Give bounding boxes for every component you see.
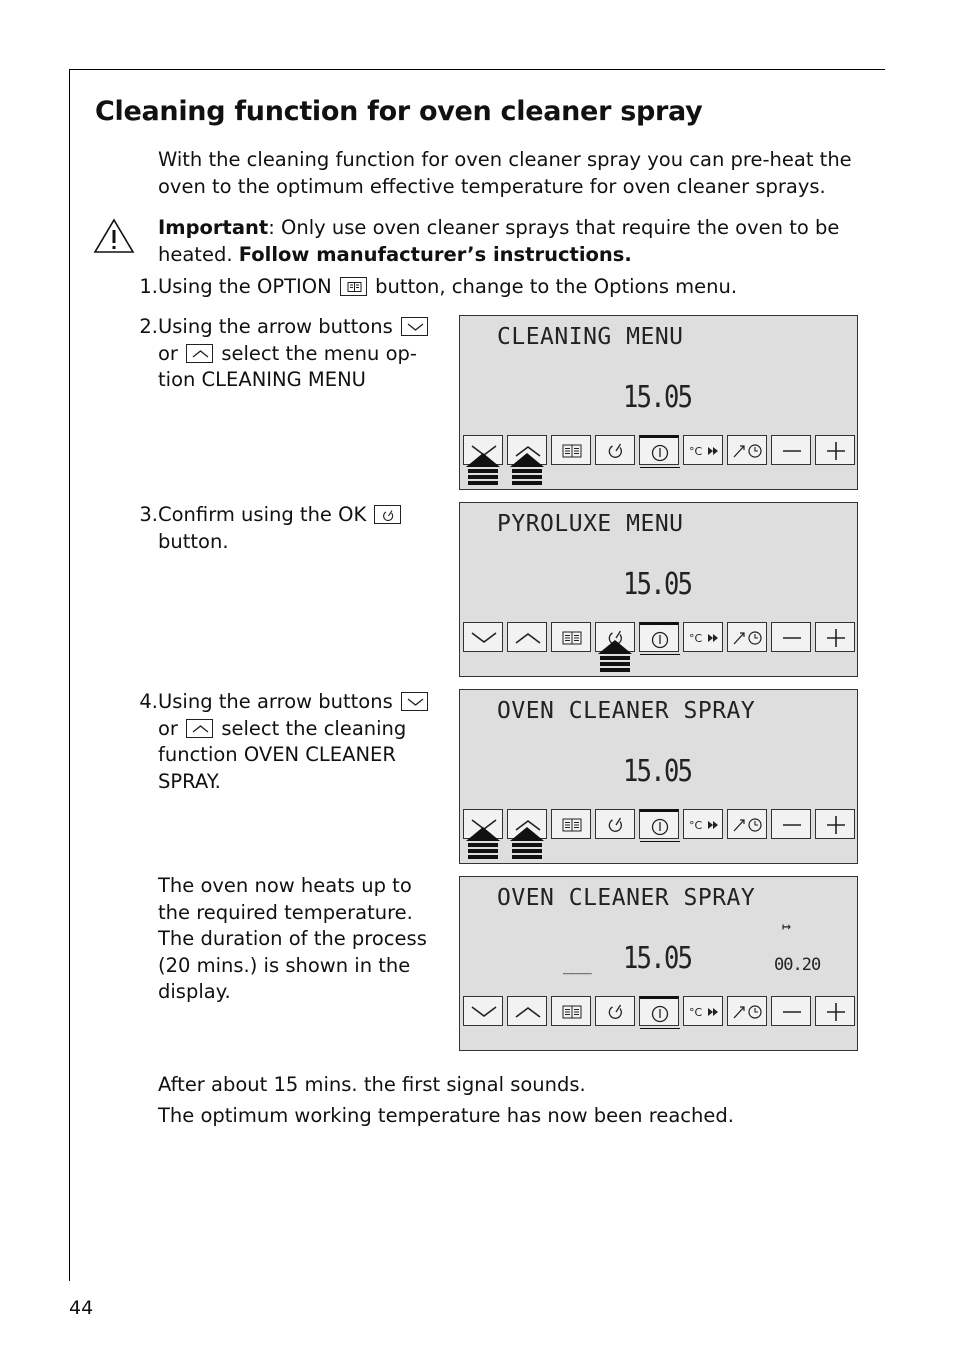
arrow-down-icon [464, 623, 504, 653]
step-text: or [158, 716, 185, 740]
arrow-down-key-icon [401, 692, 428, 711]
option-icon [552, 997, 592, 1027]
press-indicator-arrow-icon [466, 453, 500, 493]
arrow-down-button[interactable] [463, 622, 503, 652]
step-text: select the menu op-tion CLEANING MENU [158, 341, 417, 391]
clock-functions-button[interactable] [727, 435, 767, 465]
page-number: 44 [69, 1297, 94, 1319]
step-text: select the cleaning function OVEN CLEANER SPRAY. [158, 716, 407, 793]
control-button-row [463, 622, 857, 652]
duration-readout: 00.20 [774, 955, 821, 975]
top-rule [69, 69, 885, 70]
signal-note: After about 15 mins. the first signal sounds. [158, 1073, 586, 1096]
oven-display [459, 315, 858, 490]
step-text: Confirm using the OK [158, 503, 373, 526]
arrow-up-icon [508, 997, 548, 1027]
svg-text:°C: °C [689, 632, 703, 645]
option-button[interactable] [551, 435, 591, 465]
svg-text:°C: °C [689, 819, 703, 832]
minus-button[interactable] [771, 809, 811, 839]
minus-button[interactable] [771, 996, 811, 1026]
temperature-icon [684, 436, 724, 466]
important-note [158, 215, 868, 268]
arrow-down-button[interactable] [463, 996, 503, 1026]
ok-icon [596, 997, 636, 1027]
left-rule [69, 69, 70, 1281]
ok-button[interactable] [595, 809, 635, 839]
step-text: button. [158, 529, 229, 553]
oven-display [459, 876, 858, 1051]
step-number: 1. [139, 275, 158, 298]
option-button[interactable] [551, 996, 591, 1026]
heating-note: The oven now heats up to the required temperature. The duration of the process (20 mins.) is shown in the display. [158, 874, 427, 1003]
on-off-icon [640, 812, 680, 842]
temperature-button[interactable] [683, 435, 723, 465]
end-time-icon: ↦ [782, 917, 791, 935]
clock-functions-icon [728, 997, 768, 1027]
oven-display [459, 689, 858, 864]
display-time: 15.05 [623, 380, 692, 415]
oven-display [459, 502, 858, 677]
display-title: PYROLUXE MENU [497, 511, 684, 537]
display-time: 15.05 [623, 754, 692, 789]
control-button-row [463, 996, 857, 1026]
ok-button[interactable] [595, 435, 635, 465]
option-icon [552, 810, 592, 840]
plus-button[interactable] [815, 996, 855, 1026]
plus-button[interactable] [815, 809, 855, 839]
display-title: OVEN CLEANER SPRAY [497, 698, 756, 724]
plus-icon [816, 997, 856, 1027]
on-off-icon [640, 438, 680, 468]
clock-functions-button[interactable] [727, 622, 767, 652]
temperature-button[interactable] [683, 996, 723, 1026]
arrow-up-button[interactable] [507, 996, 547, 1026]
press-indicator-arrow-icon [466, 827, 500, 867]
plus-button[interactable] [815, 622, 855, 652]
on-off-button[interactable] [639, 809, 679, 839]
arrow-up-key-icon [186, 719, 213, 738]
step-text: Using the arrow buttons [158, 315, 399, 338]
display-title: CLEANING MENU [497, 324, 684, 350]
clock-functions-button[interactable] [727, 809, 767, 839]
minus-button[interactable] [771, 435, 811, 465]
ok-icon [596, 810, 636, 840]
important-label: Important [158, 216, 269, 239]
display-time: 15.05 [623, 941, 692, 976]
step-text: or [158, 341, 185, 365]
arrow-up-button[interactable] [507, 622, 547, 652]
clock-functions-button[interactable] [727, 996, 767, 1026]
display-title: OVEN CLEANER SPRAY [497, 885, 756, 911]
on-off-button[interactable] [639, 622, 679, 652]
temperature-icon [684, 623, 724, 653]
option-icon [552, 436, 592, 466]
press-indicator-arrow-icon [510, 827, 544, 867]
important-text: : Only use oven cleaner sprays that require the oven to be heated. [158, 216, 840, 266]
ok-button[interactable] [595, 996, 635, 1026]
minus-icon [772, 810, 812, 840]
heat-progress-bar: ___ [563, 955, 591, 975]
temperature-icon [684, 810, 724, 840]
minus-icon [772, 436, 812, 466]
option-button[interactable] [551, 622, 591, 652]
intro-text: With the cleaning function for oven cleaner spray you can pre-heat the oven to the optimum effective temperature for oven cleaner sprays. [158, 148, 852, 198]
temperature-button[interactable] [683, 622, 723, 652]
temperature-note: The optimum working temperature has now been reached. [158, 1104, 734, 1127]
on-off-icon [640, 625, 680, 655]
minus-button[interactable] [771, 622, 811, 652]
temperature-icon [684, 997, 724, 1027]
step-text: Using the arrow buttons [158, 690, 399, 713]
minus-icon [772, 623, 812, 653]
svg-text:°C: °C [689, 445, 703, 458]
ok-key-icon [374, 505, 401, 524]
display-time: 15.05 [623, 567, 692, 602]
on-off-button[interactable] [639, 996, 679, 1026]
ok-icon [596, 436, 636, 466]
step-text: Using the OPTION [158, 275, 338, 298]
minus-icon [772, 997, 812, 1027]
control-button-row [463, 435, 857, 465]
on-off-button[interactable] [639, 435, 679, 465]
step-number: 2. [139, 315, 158, 338]
arrow-down-icon [464, 997, 504, 1027]
plus-icon [816, 436, 856, 466]
page-title: Cleaning function for oven cleaner spray [95, 96, 703, 127]
clock-functions-icon [728, 623, 768, 653]
warning-icon [93, 218, 135, 254]
control-button-row [463, 809, 857, 839]
option-button[interactable] [551, 809, 591, 839]
step-number: 3. [139, 503, 158, 526]
press-indicator-arrow-icon [598, 640, 632, 680]
on-off-icon [640, 999, 680, 1029]
option-icon [552, 623, 592, 653]
svg-text:°C: °C [689, 1006, 703, 1019]
option-button-icon [340, 277, 367, 296]
clock-functions-icon [728, 436, 768, 466]
arrow-up-icon [508, 623, 548, 653]
arrow-down-key-icon [401, 317, 428, 336]
step-text: button, change to the Options menu. [368, 275, 738, 298]
arrow-up-key-icon [186, 344, 213, 363]
temperature-button[interactable] [683, 809, 723, 839]
plus-icon [816, 623, 856, 653]
clock-functions-icon [728, 810, 768, 840]
step-number: 4. [139, 690, 158, 713]
plus-button[interactable] [815, 435, 855, 465]
important-emphasis: Follow manufacturer’s instructions. [238, 242, 632, 266]
press-indicator-arrow-icon [510, 453, 544, 493]
plus-icon [816, 810, 856, 840]
